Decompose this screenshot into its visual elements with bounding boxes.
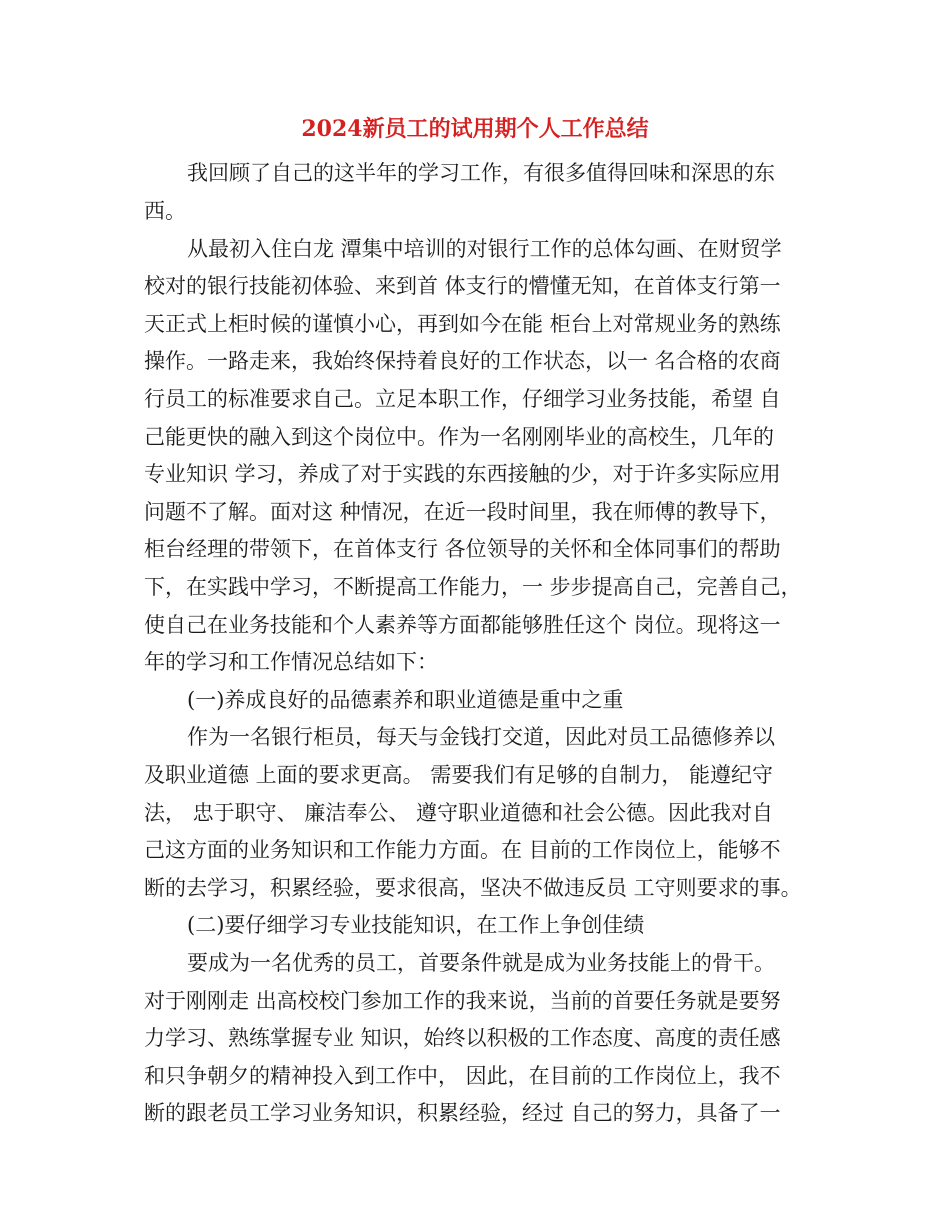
body-line: 行员工的标准要求自己。立足本职工作，仔细学习业务技能，希望 自 xyxy=(144,387,781,411)
body-line: 力学习、熟练掌握专业 知识，始终以积极的工作态度、高度的责任感 xyxy=(144,1026,781,1050)
body-line: 柜台经理的带领下，在首体支行 各位领导的关怀和全体同事们的帮助 xyxy=(144,537,781,561)
body-line: 使自己在业务技能和个人素养等方面都能够胜任这个 岗位。现将这一 xyxy=(144,613,781,637)
body-line: 断的去学习，积累经验，要求很高，坚决不做违反员 工守则要求的事。 xyxy=(144,876,802,900)
body-line: 操作。一路走来，我始终保持着良好的工作状态，以一 名合格的农商 xyxy=(144,349,781,373)
section-heading: (一)养成良好的品德素养和职业道德是重中之重 xyxy=(187,688,624,712)
body-line: 校对的银行技能初体验、来到首 体支行的懵懂无知，在首体支行第一 xyxy=(144,274,781,298)
section-heading: (二)要仔细学习专业技能知识，在工作上争创佳绩 xyxy=(187,913,645,937)
body-line: 作为一名银行柜员，每天与金钱打交道，因此对员工品德修养以 xyxy=(187,725,775,749)
body-line: 和只争朝夕的精神投入到工作中， 因此，在目前的工作岗位上，我不 xyxy=(144,1064,781,1088)
body-line: 己能更快的融入到这个岗位中。作为一名刚刚毕业的高校生，几年的 xyxy=(144,425,774,449)
body-line: 法， 忠于职守、 廉洁奉公、 遵守职业道德和社会公德。因此我对自 xyxy=(144,801,774,825)
body-line: 对于刚刚走 出高校校门参加工作的我来说，当前的首要任务就是要努 xyxy=(144,989,781,1013)
body-line: 己这方面的业务知识和工作能力方面。在 目前的工作岗位上，能够不 xyxy=(144,838,781,862)
body-line: 断的跟老员工学习业务知识，积累经验，经过 自己的努力，具备了一 xyxy=(144,1101,781,1125)
document-title: 2024新员工的试用期个人工作总结 xyxy=(301,116,649,142)
body-line: 年的学习和工作情况总结如下： xyxy=(144,650,438,674)
body-line: 及职业道德 上面的要求更高。 需要我们有足够的自制力， 能遵纪守 xyxy=(144,763,774,787)
body-line: 下，在实践中学习，不断提高工作能力，一 步步提高自己，完善自己， xyxy=(144,575,802,599)
body-line: 专业知识 学习，养成了对于实践的东西接触的少，对于许多实际应用 xyxy=(144,462,781,486)
body-line: 西。 xyxy=(144,199,186,223)
body-line: 我回顾了自己的这半年的学习工作，有很多值得回味和深思的东 xyxy=(187,161,775,185)
body-line: 问题不了解。面对这 种情况，在近一段时间里，我在师傅的教导下， xyxy=(144,500,781,524)
body-line: 从最初入住白龙 潭集中培训的对银行工作的总体勾画、在财贸学 xyxy=(187,237,782,261)
body-line: 天正式上柜时候的谨慎小心，再到如今在能 柜台上对常规业务的熟练 xyxy=(144,312,781,336)
body-line: 要成为一名优秀的员工，首要条件就是成为业务技能上的骨干。 xyxy=(187,951,775,975)
